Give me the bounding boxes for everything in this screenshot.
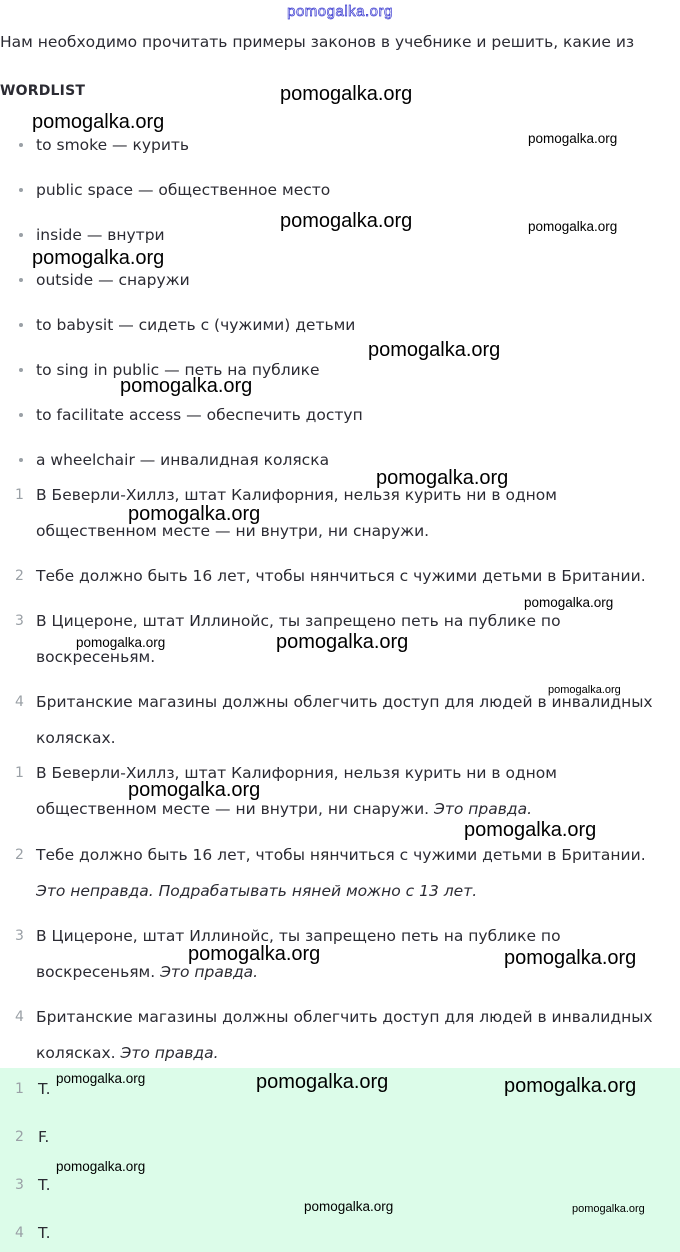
short-answer-number: 1: [15, 1081, 24, 1097]
wordlist-item: inside — внутри: [36, 226, 165, 244]
intro-text: Нам необходимо прочитать примеры законов в учебнике и решить, какие из: [0, 33, 635, 51]
answer-number: 1: [15, 765, 24, 781]
answer-verdict: Это неправда. Подрабатывать няней можно с 13 лет.: [36, 882, 478, 900]
bullet-dot: [19, 458, 23, 462]
watermark: pomogalka.org: [376, 467, 509, 489]
watermark: pomogalka.org: [528, 131, 618, 146]
watermark: pomogalka.org: [128, 779, 261, 801]
watermark: pomogalka.org: [280, 210, 413, 232]
answer-verdict: Это правда.: [434, 800, 533, 818]
short-answer-number: 2: [15, 1129, 24, 1145]
wordlist-item: to smoke — курить: [36, 136, 190, 154]
wordlist-title: WORDLIST: [0, 83, 86, 99]
watermark: pomogalka.org: [504, 1075, 637, 1097]
wordlist-item: public space — общественное место: [36, 181, 331, 199]
watermark: pomogalka.org: [256, 1071, 389, 1093]
header-site-link[interactable]: pomogalka.org: [287, 3, 393, 20]
law-line: общественном месте — ни внутри, ни снаружи.: [36, 522, 430, 540]
law-line: воскресеньям.: [36, 648, 156, 666]
answer-line: В Беверли-Хиллз, штат Калифорния, нельзя курить ни в одном: [36, 764, 557, 782]
law-line: Британские магазины должны облегчить доступ для людей в инвалидных: [36, 693, 653, 711]
answer-line: В Цицероне, штат Иллинойс, ты запрещено петь на публике по: [36, 927, 561, 945]
watermark: pomogalka.org: [276, 631, 409, 653]
wordlist-item: outside — снаружи: [36, 271, 190, 289]
answer-number: 2: [15, 847, 24, 863]
answer-text: общественном месте — ни внутри, ни снаружи.: [36, 800, 430, 818]
watermark: pomogalka.org: [56, 1071, 146, 1086]
watermark: pomogalka.org: [504, 947, 637, 969]
answer-text: колясках.: [36, 1044, 116, 1062]
watermark: pomogalka.org: [280, 83, 413, 105]
law-line: Тебе должно быть 16 лет, чтобы нянчиться с чужими детьми в Британии.: [36, 567, 646, 585]
answer-verdict: Это правда.: [120, 1044, 219, 1062]
watermark: pomogalka.org: [76, 635, 166, 650]
bullet-dot: [19, 143, 23, 147]
wordlist-item: to facilitate access — обеспечить доступ: [36, 406, 363, 424]
answer-number: 3: [15, 928, 24, 944]
watermark: pomogalka.org: [572, 1203, 645, 1215]
answer-number: 4: [15, 1009, 24, 1025]
watermark: pomogalka.org: [56, 1159, 146, 1174]
law-line: В Цицероне, штат Иллинойс, ты запрещено петь на публике по: [36, 612, 561, 630]
answer-line: [36, 800, 532, 818]
bullet-dot: [19, 188, 23, 192]
watermark: pomogalka.org: [464, 819, 597, 841]
watermark: pomogalka.org: [368, 339, 501, 361]
watermark: pomogalka.org: [32, 111, 165, 133]
bullet-dot: [19, 368, 23, 372]
watermark: pomogalka.org: [524, 595, 614, 610]
short-answer: T.: [38, 1080, 51, 1098]
law-number: 3: [15, 613, 24, 629]
short-answer: T.: [38, 1224, 51, 1242]
bullet-dot: [19, 278, 23, 282]
watermark: pomogalka.org: [304, 1199, 394, 1214]
wordlist-item: a wheelchair — инвалидная коляска: [36, 451, 330, 469]
law-number: 1: [15, 487, 24, 503]
answer-verdict: Это правда.: [160, 963, 259, 981]
watermark: pomogalka.org: [528, 219, 618, 234]
answer-line: [36, 1044, 219, 1062]
law-number: 4: [15, 694, 24, 710]
answer-text: воскресеньям.: [36, 963, 156, 981]
law-line: В Беверли-Хиллз, штат Калифорния, нельзя курить ни в одном: [36, 486, 557, 504]
short-answer: F.: [38, 1128, 50, 1146]
short-answer: T.: [38, 1176, 51, 1194]
answer-line: Британские магазины должны облегчить доступ для людей в инвалидных: [36, 1008, 653, 1026]
bullet-dot: [19, 233, 23, 237]
short-answer-number: 3: [15, 1177, 24, 1193]
bullet-dot: [19, 413, 23, 417]
watermark: pomogalka.org: [188, 943, 321, 965]
law-number: 2: [15, 568, 24, 584]
bullet-dot: [19, 323, 23, 327]
wordlist-item: to sing in public — петь на публике: [36, 361, 320, 379]
watermark: pomogalka.org: [120, 375, 253, 397]
short-answer-number: 4: [15, 1225, 24, 1241]
watermark: pomogalka.org: [128, 503, 261, 525]
watermark: pomogalka.org: [32, 247, 165, 269]
answer-line: Тебе должно быть 16 лет, чтобы нянчиться с чужими детьми в Британии.: [36, 846, 646, 864]
watermark: pomogalka.org: [548, 684, 621, 696]
law-line: колясках.: [36, 729, 116, 747]
wordlist-item: to babysit — сидеть с (чужими) детьми: [36, 316, 356, 334]
